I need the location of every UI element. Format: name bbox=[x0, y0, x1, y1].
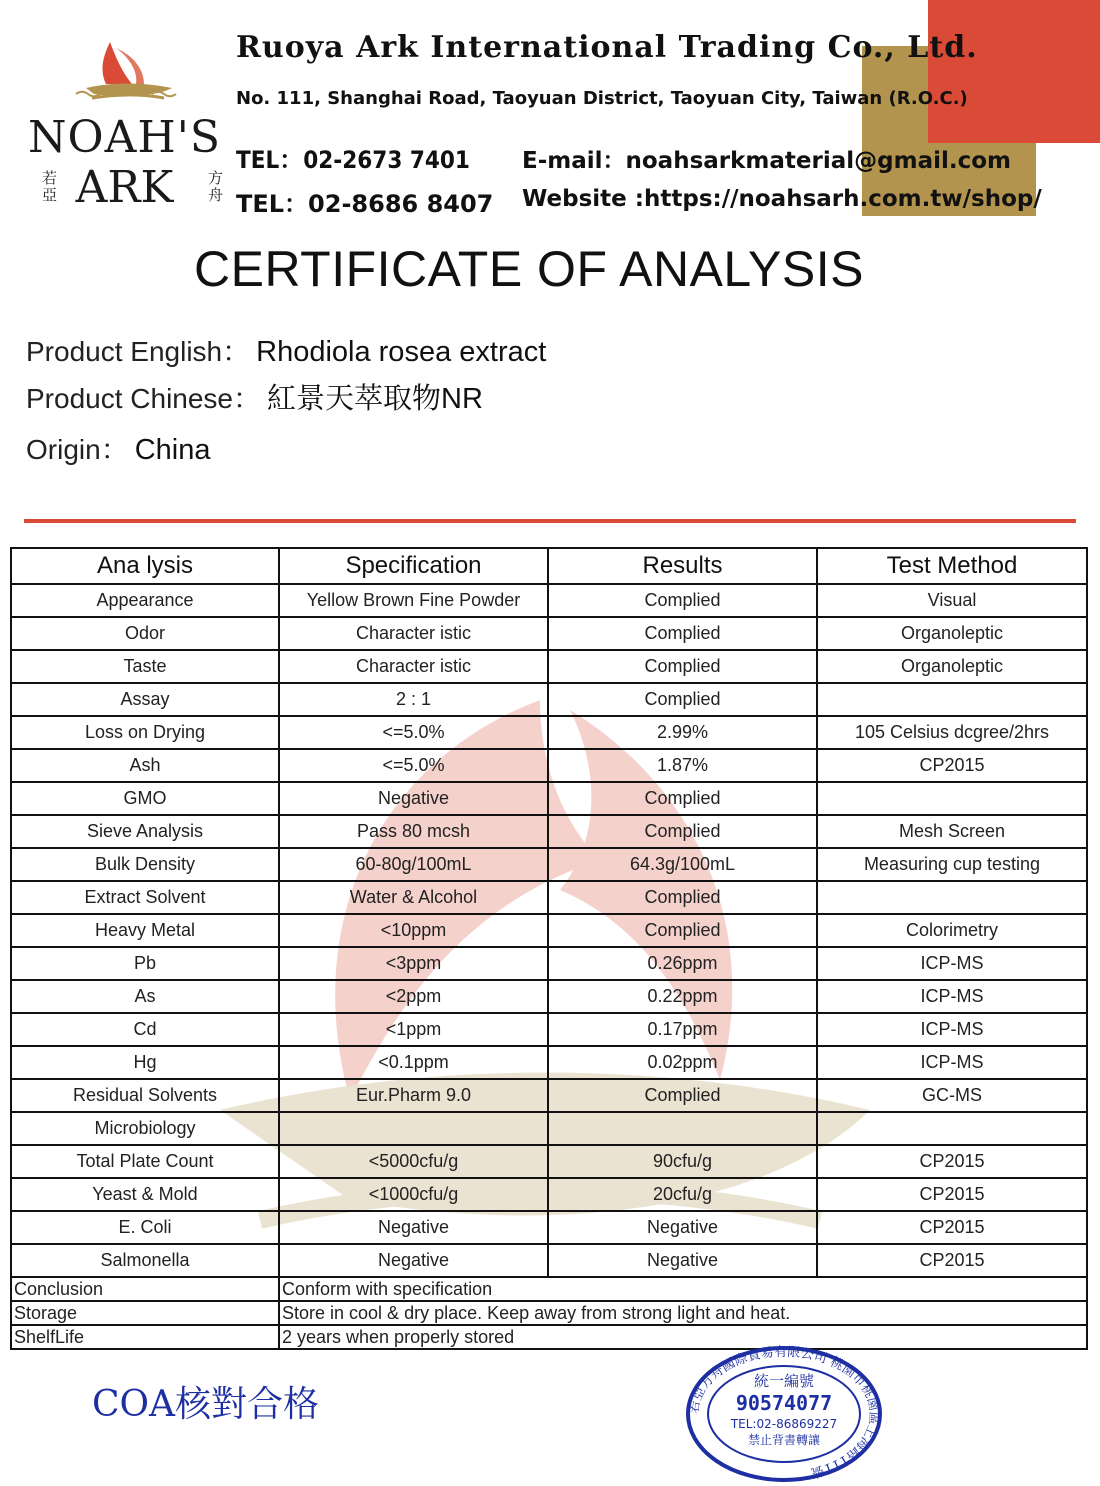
table-row bbox=[11, 1211, 1087, 1244]
section-divider bbox=[24, 519, 1076, 523]
table-cell: Hg bbox=[11, 1046, 279, 1079]
table-cell: Complied bbox=[548, 815, 817, 848]
table-cell: <3ppm bbox=[279, 947, 548, 980]
phone-1: TEL：02-2673 7401 bbox=[236, 146, 470, 174]
footer-label: ShelfLife bbox=[11, 1325, 279, 1349]
company-address: No. 111, Shanghai Road, Taoyuan District, Taoyuan City, Taiwan (R.O.C.) bbox=[236, 88, 968, 109]
table-cell: 2 : 1 bbox=[279, 683, 548, 716]
table-cell: Ash bbox=[11, 749, 279, 782]
table-cell: Complied bbox=[548, 617, 817, 650]
table-row bbox=[11, 1178, 1087, 1211]
coa-approved-stamp: COA核對合格 bbox=[92, 1384, 320, 1425]
logo-brand-line2: ARK bbox=[75, 162, 174, 213]
table-cell: Visual bbox=[817, 584, 1087, 617]
analysis-table bbox=[10, 547, 1088, 1350]
logo-cn-right: 方舟 bbox=[208, 169, 224, 204]
table-cell: Complied bbox=[548, 1079, 817, 1112]
table-cell: CP2015 bbox=[817, 1211, 1087, 1244]
table-cell: 60-80g/100mL bbox=[279, 848, 548, 881]
table-cell: Complied bbox=[548, 650, 817, 683]
table-cell bbox=[817, 881, 1087, 914]
phone-2: TEL：02-8686 8407 bbox=[236, 190, 494, 218]
table-row bbox=[11, 1046, 1087, 1079]
table-row bbox=[11, 1244, 1087, 1277]
table-row bbox=[11, 584, 1087, 617]
table-cell: Complied bbox=[548, 683, 817, 716]
table-cell: Negative bbox=[279, 1244, 548, 1277]
table-row bbox=[11, 815, 1087, 848]
product-chinese-row bbox=[26, 376, 483, 417]
table-cell: Pb bbox=[11, 947, 279, 980]
table-cell bbox=[817, 683, 1087, 716]
origin-value: China bbox=[134, 434, 211, 466]
table-cell bbox=[817, 1112, 1087, 1145]
table-cell: Microbiology bbox=[11, 1112, 279, 1145]
footer-label: Storage bbox=[11, 1301, 279, 1325]
table-cell: Total Plate Count bbox=[11, 1145, 279, 1178]
table-row bbox=[11, 947, 1087, 980]
table-cell: Residual Solvents bbox=[11, 1079, 279, 1112]
table-cell: E. Coli bbox=[11, 1211, 279, 1244]
product-chinese-value: 紅景天萃取物NR bbox=[267, 383, 483, 415]
table-cell: Pass 80 mcsh bbox=[279, 815, 548, 848]
seal-ring-text: 若亞方舟國際貿易有限公司 桃園市桃園區上海路111號 bbox=[686, 1344, 882, 1480]
origin-row bbox=[26, 428, 210, 468]
table-cell: ICP-MS bbox=[817, 947, 1087, 980]
product-english-row bbox=[26, 330, 546, 370]
table-cell: Complied bbox=[548, 782, 817, 815]
table-cell: Yellow Brown Fine Powder bbox=[279, 584, 548, 617]
table-cell: Yeast & Mold bbox=[11, 1178, 279, 1211]
document-title: CERTIFICATE OF ANALYSIS bbox=[194, 241, 864, 297]
table-row bbox=[11, 980, 1087, 1013]
table-cell: GMO bbox=[11, 782, 279, 815]
product-english-value: Rhodiola rosea extract bbox=[256, 336, 547, 368]
table-cell: Loss on Drying bbox=[11, 716, 279, 749]
footer-row bbox=[11, 1277, 1087, 1301]
table-cell: Complied bbox=[548, 881, 817, 914]
table-cell: Organoleptic bbox=[817, 650, 1087, 683]
table-cell: As bbox=[11, 980, 279, 1013]
company-seal-icon bbox=[684, 1344, 884, 1484]
table-cell: Taste bbox=[11, 650, 279, 683]
product-english-label: Product English： bbox=[26, 336, 251, 367]
table-row bbox=[11, 1079, 1087, 1112]
seal-line1: 統一編號 bbox=[753, 1372, 815, 1390]
table-cell: <10ppm bbox=[279, 914, 548, 947]
table-cell: CP2015 bbox=[817, 749, 1087, 782]
table-cell: <1ppm bbox=[279, 1013, 548, 1046]
table-cell: Complied bbox=[548, 914, 817, 947]
table-cell: Bulk Density bbox=[11, 848, 279, 881]
table-cell: ICP-MS bbox=[817, 980, 1087, 1013]
table-cell: Character istic bbox=[279, 650, 548, 683]
table-row bbox=[11, 848, 1087, 881]
table-cell: Cd bbox=[11, 1013, 279, 1046]
table-cell: 64.3g/100mL bbox=[548, 848, 817, 881]
column-header: Results bbox=[548, 548, 817, 584]
table-cell bbox=[817, 782, 1087, 815]
column-header: Test Method bbox=[817, 548, 1087, 584]
table-cell: 0.26ppm bbox=[548, 947, 817, 980]
table-row bbox=[11, 749, 1087, 782]
table-cell: 105 Celsius dcgree/2hrs bbox=[817, 716, 1087, 749]
footer-row bbox=[11, 1301, 1087, 1325]
column-header: Ana lysis bbox=[11, 548, 279, 584]
table-row bbox=[11, 1145, 1087, 1178]
table-cell: Sieve Analysis bbox=[11, 815, 279, 848]
table-row bbox=[11, 716, 1087, 749]
table-cell: ICP-MS bbox=[817, 1046, 1087, 1079]
table-cell: <5000cfu/g bbox=[279, 1145, 548, 1178]
table-cell: CP2015 bbox=[817, 1244, 1087, 1277]
origin-label: Origin： bbox=[26, 434, 129, 465]
table-cell: Negative bbox=[279, 782, 548, 815]
table-cell: Salmonella bbox=[11, 1244, 279, 1277]
table-cell: 0.02ppm bbox=[548, 1046, 817, 1079]
company-logo bbox=[22, 38, 227, 218]
table-row bbox=[11, 914, 1087, 947]
seal-tel: TEL:02-86869227 bbox=[730, 1417, 838, 1431]
table-cell: Negative bbox=[548, 1244, 817, 1277]
table-cell: CP2015 bbox=[817, 1178, 1087, 1211]
table-header-row bbox=[11, 548, 1087, 584]
seal-id: 90574077 bbox=[735, 1391, 833, 1415]
table-row bbox=[11, 1013, 1087, 1046]
ark-ship-icon bbox=[72, 38, 182, 110]
logo-cn-left: 若亞 bbox=[42, 169, 58, 204]
table-row bbox=[11, 617, 1087, 650]
footer-row bbox=[11, 1325, 1087, 1349]
table-cell: Heavy Metal bbox=[11, 914, 279, 947]
table-cell: Organoleptic bbox=[817, 617, 1087, 650]
footer-value: Store in cool & dry place. Keep away from strong light and heat. bbox=[279, 1301, 1087, 1325]
table-cell: Assay bbox=[11, 683, 279, 716]
footer-label: Conclusion bbox=[11, 1277, 279, 1301]
table-cell: 0.17ppm bbox=[548, 1013, 817, 1046]
table-cell: Measuring cup testing bbox=[817, 848, 1087, 881]
table-row bbox=[11, 683, 1087, 716]
table-cell: Extract Solvent bbox=[11, 881, 279, 914]
table-cell: Negative bbox=[279, 1211, 548, 1244]
table-row bbox=[11, 782, 1087, 815]
table-cell: <2ppm bbox=[279, 980, 548, 1013]
website-link[interactable]: Website :https://noahsarh.com.tw/shop/ bbox=[522, 186, 1042, 212]
table-cell: Character istic bbox=[279, 617, 548, 650]
table-cell: Water & Alcohol bbox=[279, 881, 548, 914]
email-address[interactable]: E-mail：noahsarkmaterial@gmail.com bbox=[522, 148, 1011, 174]
table-cell: Eur.Pharm 9.0 bbox=[279, 1079, 548, 1112]
footer-value: Conform with specification bbox=[279, 1277, 1087, 1301]
table-row bbox=[11, 881, 1087, 914]
table-cell: <1000cfu/g bbox=[279, 1178, 548, 1211]
table-cell: 90cfu/g bbox=[548, 1145, 817, 1178]
table-cell: Appearance bbox=[11, 584, 279, 617]
table-cell: Colorimetry bbox=[817, 914, 1087, 947]
table-cell: 0.22ppm bbox=[548, 980, 817, 1013]
table-cell: CP2015 bbox=[817, 1145, 1087, 1178]
table-row bbox=[11, 650, 1087, 683]
decorative-red-block bbox=[928, 0, 1100, 143]
table-cell bbox=[279, 1112, 548, 1145]
footer-value: 2 years when properly stored bbox=[279, 1325, 1087, 1349]
seal-note: 禁止背書轉讓 bbox=[747, 1433, 821, 1447]
table-cell bbox=[548, 1112, 817, 1145]
table-cell: Negative bbox=[548, 1211, 817, 1244]
logo-brand-line1: NOAH'S bbox=[28, 112, 221, 163]
table-cell: Odor bbox=[11, 617, 279, 650]
company-name: Ruoya Ark International Trading Co., Ltd. bbox=[236, 30, 978, 65]
table-cell: Mesh Screen bbox=[817, 815, 1087, 848]
table-cell: ICP-MS bbox=[817, 1013, 1087, 1046]
column-header: Specification bbox=[279, 548, 548, 584]
table-cell: 2.99% bbox=[548, 716, 817, 749]
table-cell: Complied bbox=[548, 584, 817, 617]
table-cell: <0.1ppm bbox=[279, 1046, 548, 1079]
table-cell: <=5.0% bbox=[279, 716, 548, 749]
product-chinese-label: Product Chinese： bbox=[26, 383, 262, 414]
table-cell: <=5.0% bbox=[279, 749, 548, 782]
table-row bbox=[11, 1112, 1087, 1145]
table-cell: 1.87% bbox=[548, 749, 817, 782]
table-cell: GC-MS bbox=[817, 1079, 1087, 1112]
table-cell: 20cfu/g bbox=[548, 1178, 817, 1211]
